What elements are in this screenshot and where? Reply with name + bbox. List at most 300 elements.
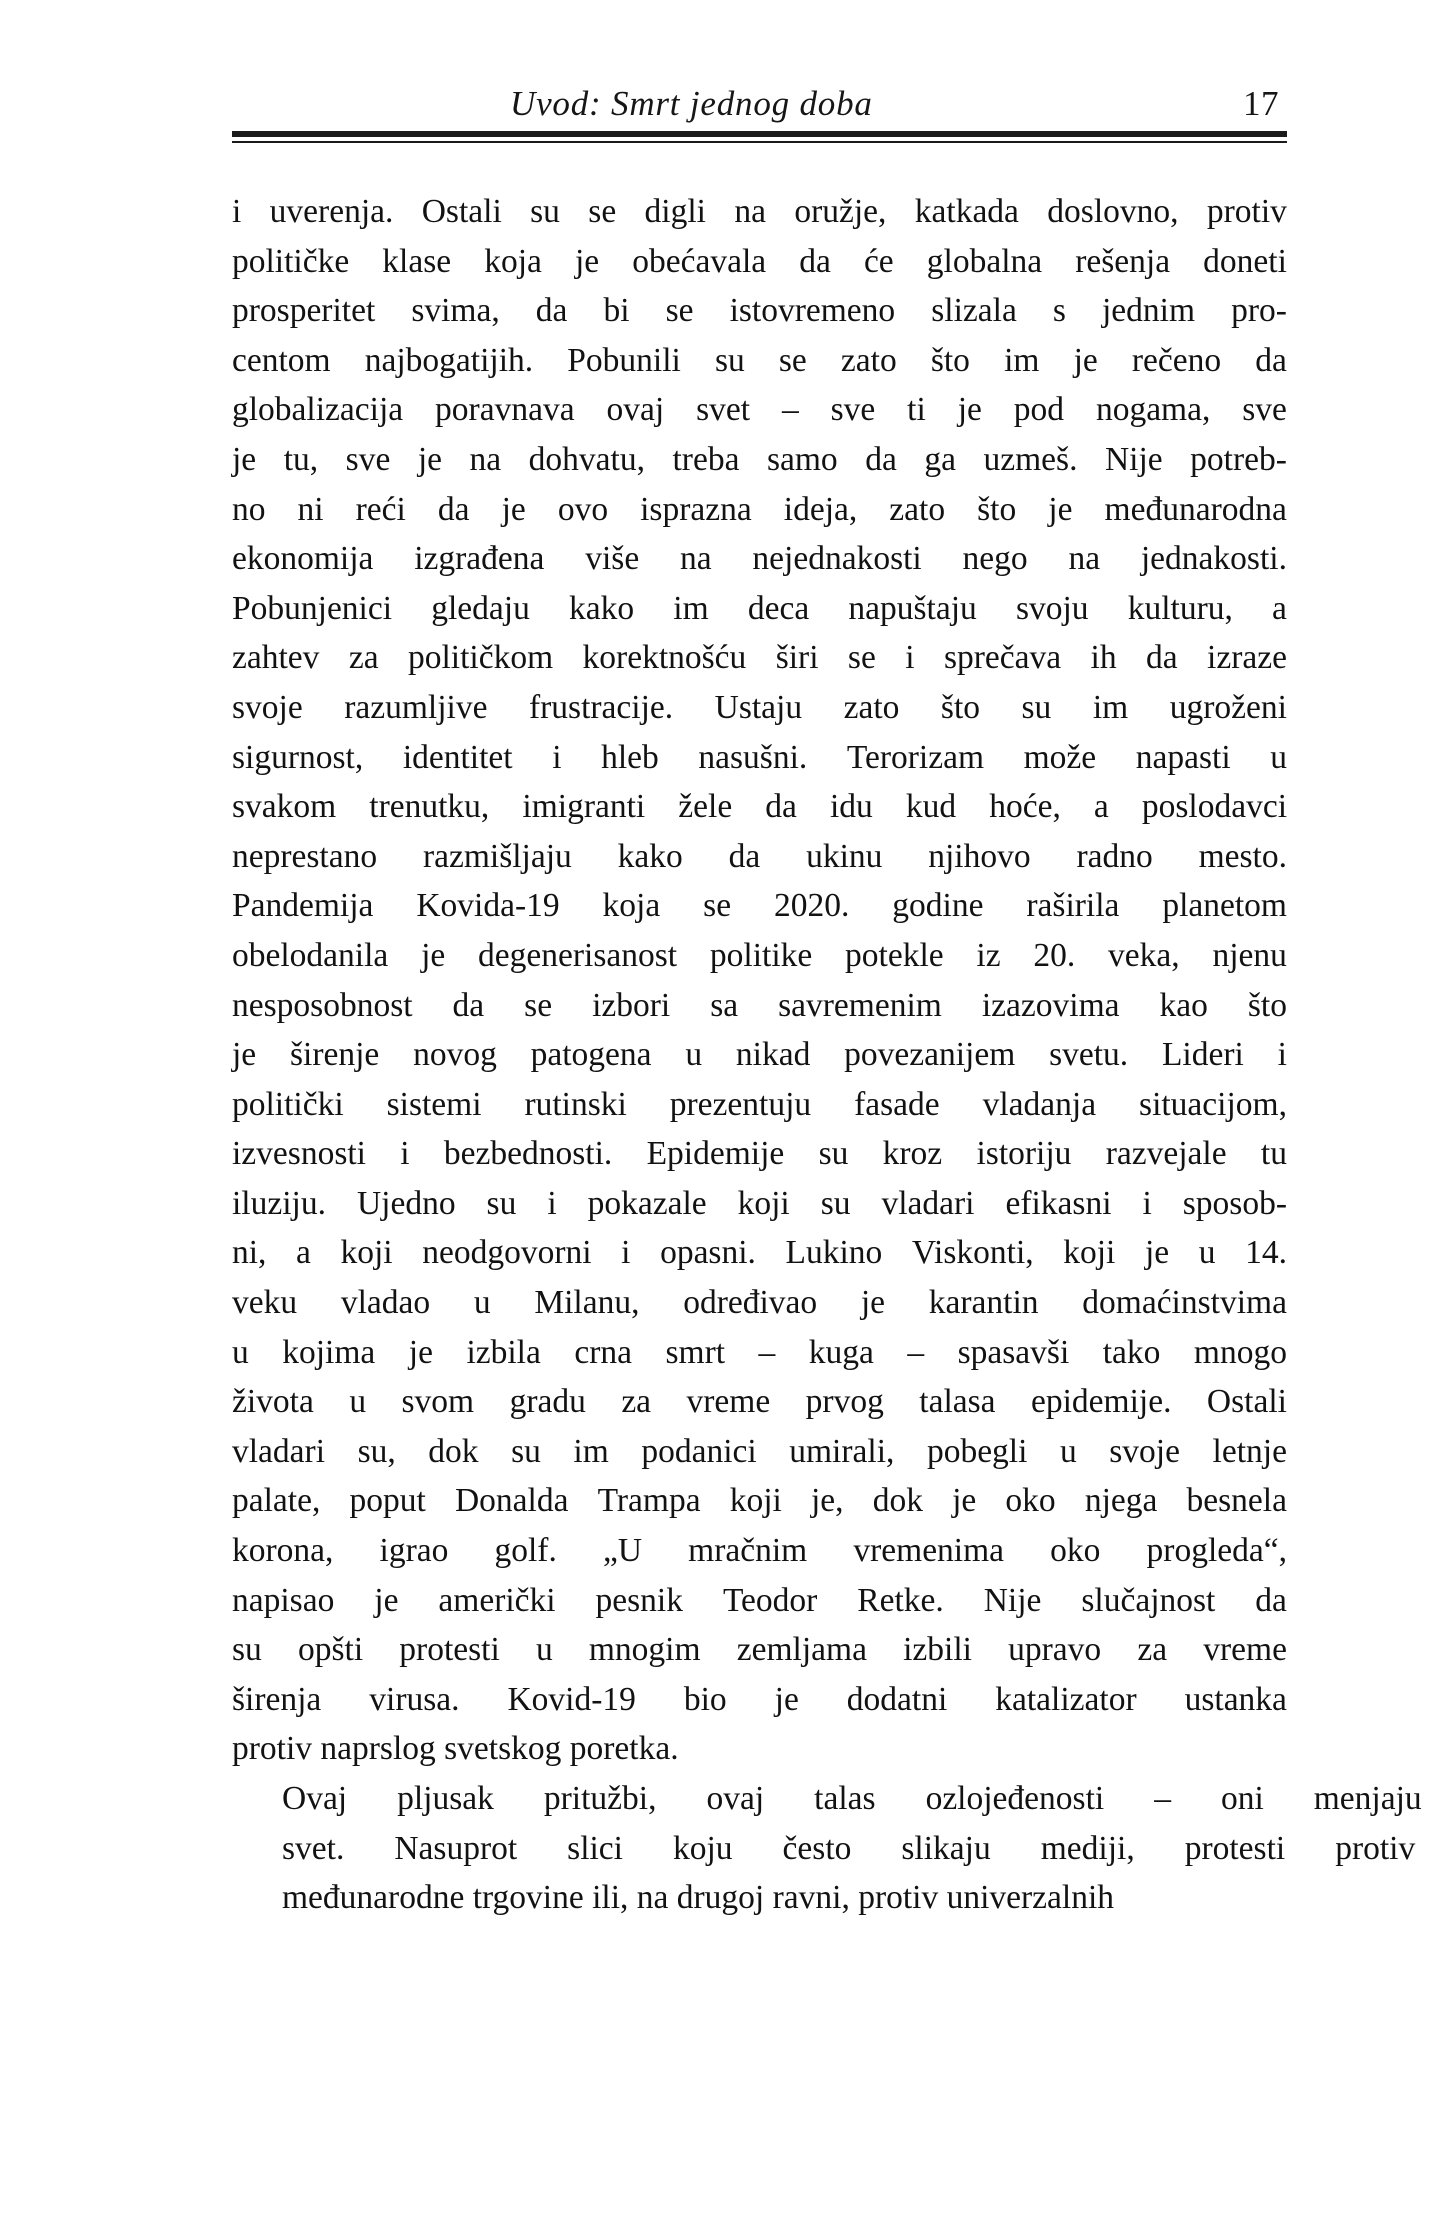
text-word: uzmeš. bbox=[983, 440, 1078, 478]
text-word: obelodanila bbox=[232, 936, 389, 974]
text-word: više bbox=[585, 540, 640, 578]
text-word: iluziju. bbox=[232, 1184, 326, 1222]
text-word: golf. bbox=[494, 1532, 557, 1570]
page-content-area bbox=[232, 0, 1422, 1923]
text-word: savremenim bbox=[778, 986, 942, 1024]
text-word: izbori bbox=[592, 986, 671, 1024]
text-word: su bbox=[486, 1184, 517, 1222]
text-word: nikad bbox=[735, 1036, 811, 1074]
text-word: – bbox=[907, 1333, 925, 1371]
text-line bbox=[232, 1080, 1287, 1130]
text-word: isprazna bbox=[640, 490, 752, 528]
text-word: situacijom, bbox=[1139, 1085, 1287, 1123]
text-word: Kovid-19 bbox=[507, 1680, 636, 1718]
text-word: iz bbox=[976, 936, 1001, 974]
text-word: njenu bbox=[1212, 936, 1287, 974]
text-word: kojima bbox=[282, 1333, 376, 1371]
text-word: korektnošću bbox=[582, 639, 747, 677]
text-word: se bbox=[524, 986, 553, 1024]
text-word: tu bbox=[1260, 1135, 1287, 1173]
text-word: na bbox=[734, 193, 766, 230]
text-word: katalizator bbox=[995, 1680, 1137, 1718]
text-word: na bbox=[679, 540, 712, 578]
text-line bbox=[232, 1675, 1287, 1725]
text-word: izbila bbox=[466, 1333, 541, 1371]
text-word: u bbox=[473, 1284, 491, 1322]
text-word: dok bbox=[872, 1482, 923, 1520]
text-word: širenja bbox=[232, 1680, 322, 1718]
text-word: širenje bbox=[289, 1036, 380, 1074]
text-word: su bbox=[232, 1631, 262, 1669]
text-word: dodatni bbox=[846, 1680, 948, 1718]
text-line bbox=[232, 633, 1287, 683]
text-word: gledaju bbox=[431, 589, 530, 627]
text-word: se bbox=[588, 193, 617, 230]
running-header bbox=[232, 0, 1287, 123]
text-word: prvog bbox=[805, 1383, 884, 1421]
text-word: žele bbox=[678, 788, 733, 826]
text-word: slici bbox=[567, 1829, 623, 1867]
text-word: je bbox=[408, 1333, 433, 1371]
text-word: pljusak bbox=[397, 1780, 494, 1817]
text-word: globalizacija bbox=[232, 391, 404, 429]
text-word: neprestano bbox=[232, 837, 378, 875]
text-word: godine bbox=[892, 887, 984, 925]
text-word: Ustaju bbox=[714, 688, 803, 726]
text-word: u bbox=[535, 1631, 553, 1669]
text-word: zato bbox=[889, 490, 946, 528]
text-word: je bbox=[374, 1581, 399, 1619]
text-line bbox=[232, 1576, 1287, 1626]
text-word: spasavši bbox=[957, 1333, 1070, 1371]
text-word: u bbox=[685, 1036, 703, 1074]
text-word: protesti bbox=[399, 1631, 500, 1669]
text-word: najbogatijih. bbox=[364, 341, 534, 379]
text-word: ni, bbox=[232, 1234, 267, 1272]
text-word: ovaj bbox=[706, 1780, 765, 1817]
text-word: ti bbox=[907, 391, 926, 429]
text-word: izbili bbox=[903, 1631, 972, 1669]
text-line bbox=[232, 435, 1287, 485]
text-word: neodgovorni bbox=[422, 1234, 592, 1272]
text-word: no bbox=[232, 490, 266, 528]
text-word: Pandemija bbox=[232, 887, 374, 925]
text-word: sprečava bbox=[943, 639, 1062, 677]
text-word: u bbox=[232, 1333, 249, 1371]
text-word: su bbox=[714, 341, 745, 379]
text-word: je bbox=[501, 490, 526, 528]
text-word: frustracije. bbox=[528, 688, 674, 726]
text-word: kako bbox=[617, 837, 683, 875]
text-line bbox=[232, 1824, 1416, 1874]
text-line bbox=[232, 881, 1287, 931]
text-word: napasti bbox=[1135, 738, 1231, 776]
text-word: tu, bbox=[283, 440, 319, 478]
text-word: slizala bbox=[931, 292, 1017, 330]
text-word: su bbox=[511, 1432, 541, 1470]
text-word: koja bbox=[602, 887, 661, 925]
text-word: povezanijem bbox=[844, 1036, 1016, 1074]
text-word: i bbox=[905, 639, 915, 677]
text-word: raširila bbox=[1026, 887, 1120, 925]
text-word: katkada bbox=[914, 193, 1019, 230]
text-word: virusa. bbox=[369, 1680, 460, 1718]
text-word: kao bbox=[1159, 986, 1208, 1024]
text-word: ozloјeđenosti bbox=[925, 1780, 1105, 1817]
text-word: su, bbox=[357, 1432, 396, 1470]
text-word: vladao bbox=[340, 1284, 431, 1322]
text-word: poslodavci bbox=[1141, 788, 1287, 826]
text-word: da bbox=[865, 440, 897, 478]
text-word: palate, bbox=[232, 1482, 321, 1520]
text-word: ni bbox=[297, 490, 324, 528]
text-word: da bbox=[452, 986, 485, 1024]
text-word: ga bbox=[924, 440, 956, 478]
text-word: je bbox=[417, 440, 443, 478]
text-word: politike bbox=[709, 936, 813, 974]
text-word: vreme bbox=[686, 1383, 771, 1421]
text-word: izraze bbox=[1207, 639, 1287, 677]
text-word: ukinu bbox=[806, 837, 883, 875]
text-word: im bbox=[1004, 341, 1040, 379]
text-word: je, bbox=[811, 1482, 844, 1520]
text-word: su bbox=[530, 193, 560, 230]
text-word: Ujedno bbox=[356, 1184, 456, 1222]
text-word: razmišljaju bbox=[422, 837, 572, 875]
text-word: sve bbox=[1242, 391, 1287, 429]
text-word: domaćinstvima bbox=[1082, 1284, 1287, 1322]
text-word: svakom bbox=[232, 788, 337, 826]
text-word: im bbox=[573, 1432, 609, 1470]
text-word: da bbox=[799, 242, 831, 280]
text-line bbox=[232, 187, 1287, 237]
text-word: koji bbox=[340, 1234, 393, 1272]
text-word: zahtev bbox=[232, 639, 320, 677]
text-word: svet bbox=[696, 391, 751, 429]
text-word: određivao bbox=[683, 1284, 818, 1322]
text-word: pesnik bbox=[595, 1581, 683, 1619]
text-line bbox=[232, 286, 1287, 336]
text-word: su bbox=[818, 1135, 849, 1173]
text-line bbox=[232, 733, 1287, 783]
text-word: razvejale bbox=[1105, 1135, 1227, 1173]
text-word: deca bbox=[747, 589, 810, 627]
text-word: vreme bbox=[1203, 1631, 1287, 1669]
text-word: poput bbox=[349, 1482, 426, 1520]
text-word: novog bbox=[413, 1036, 497, 1074]
text-word: Ostali bbox=[421, 193, 502, 230]
text-word: kud bbox=[905, 788, 957, 826]
text-word: ih bbox=[1090, 639, 1117, 677]
text-word: Pobunili bbox=[567, 341, 681, 379]
text-word: što bbox=[940, 688, 981, 726]
text-word: da bbox=[1146, 639, 1178, 677]
text-word: izgrađena bbox=[414, 540, 545, 578]
text-word: širi bbox=[775, 639, 819, 677]
text-word: zemljama bbox=[736, 1631, 867, 1669]
text-word: hleb bbox=[601, 738, 659, 776]
text-line bbox=[232, 1328, 1287, 1378]
text-line bbox=[232, 782, 1287, 832]
text-word: rutinski bbox=[524, 1085, 627, 1123]
text-word: je bbox=[952, 1482, 977, 1520]
text-word: što bbox=[1247, 986, 1287, 1024]
text-line bbox=[232, 1030, 1287, 1080]
text-word: i bbox=[1142, 1184, 1152, 1222]
text-word: digli bbox=[644, 193, 706, 230]
text-word: izazovima bbox=[981, 986, 1120, 1024]
text-word: je bbox=[232, 1036, 257, 1074]
text-word: zato bbox=[840, 341, 897, 379]
page-number: 17 bbox=[1243, 84, 1279, 123]
text-word: doneti bbox=[1203, 242, 1287, 280]
text-word: oko bbox=[1005, 1482, 1056, 1520]
text-word: da bbox=[1255, 341, 1287, 379]
text-word: slučajnost bbox=[1081, 1581, 1216, 1619]
text-word: – bbox=[781, 391, 799, 429]
text-word: za bbox=[1137, 1631, 1168, 1669]
text-word: njihovo bbox=[928, 837, 1031, 875]
text-word: igrao bbox=[379, 1532, 449, 1570]
text-word: oružje, bbox=[794, 193, 887, 230]
text-line bbox=[232, 1724, 1287, 1774]
text-word: kako bbox=[569, 589, 635, 627]
text-word: rešenja bbox=[1075, 242, 1171, 280]
text-word: degenerisanost bbox=[478, 936, 678, 974]
text-word: Kovida-19 bbox=[416, 887, 560, 925]
text-word: kuga bbox=[808, 1333, 874, 1371]
text-word: koja bbox=[484, 242, 542, 280]
text-word: talas bbox=[814, 1780, 876, 1817]
text-word: Ostali bbox=[1206, 1383, 1287, 1421]
text-line bbox=[232, 1179, 1287, 1229]
text-word: smrt bbox=[665, 1333, 726, 1371]
text-word: je bbox=[232, 440, 257, 478]
text-word: globalna bbox=[926, 242, 1043, 280]
text-word: napuštaju bbox=[848, 589, 977, 627]
text-word: svima, bbox=[411, 292, 500, 330]
text-word: talasa bbox=[919, 1383, 996, 1421]
text-word: jednakosti. bbox=[1140, 540, 1287, 578]
text-word: je bbox=[774, 1680, 799, 1718]
text-word: a bbox=[296, 1234, 311, 1272]
text-word: dohvatu, bbox=[528, 440, 645, 478]
text-line bbox=[232, 981, 1287, 1031]
text-word: a bbox=[1093, 788, 1109, 826]
text-word: sve bbox=[830, 391, 876, 429]
text-line bbox=[232, 683, 1287, 733]
text-word: svoje bbox=[1109, 1432, 1180, 1470]
text-word: Nije bbox=[1104, 440, 1163, 478]
text-word: američki bbox=[438, 1581, 556, 1619]
text-word: koju bbox=[672, 1829, 733, 1867]
text-word: centom bbox=[232, 341, 331, 379]
text-word: kroz bbox=[882, 1135, 943, 1173]
text-word: u bbox=[349, 1383, 367, 1421]
text-word: istovremeno bbox=[729, 292, 896, 330]
text-word: napisao bbox=[232, 1581, 335, 1619]
text-word: na bbox=[469, 440, 502, 478]
text-word: Trampa bbox=[597, 1482, 701, 1520]
text-word: fasade bbox=[854, 1085, 940, 1123]
text-word: bezbednosti. bbox=[443, 1135, 613, 1173]
text-word: Epidemije bbox=[646, 1135, 785, 1173]
text-word: nejednakosti bbox=[752, 540, 922, 578]
text-word: je bbox=[574, 242, 600, 280]
text-word: im bbox=[673, 589, 709, 627]
text-line bbox=[232, 1278, 1287, 1328]
text-word: je bbox=[421, 936, 446, 974]
text-word: trenutku, bbox=[369, 788, 490, 826]
text-word: je bbox=[957, 391, 982, 429]
text-word: zato bbox=[843, 688, 900, 726]
text-word: letnje bbox=[1212, 1432, 1287, 1470]
text-word: istoriju bbox=[976, 1135, 1072, 1173]
text-word: u bbox=[1059, 1432, 1077, 1470]
text-word: mnogim bbox=[588, 1631, 701, 1669]
text-word: međunarodna bbox=[1104, 490, 1287, 528]
body-text bbox=[232, 187, 1422, 1923]
text-word: Milanu, bbox=[534, 1284, 640, 1322]
text-word: ekonomija bbox=[232, 540, 374, 578]
text-word: i bbox=[621, 1234, 631, 1272]
text-word: njega bbox=[1084, 1482, 1158, 1520]
text-line bbox=[232, 1427, 1287, 1477]
text-word: karantin bbox=[928, 1284, 1039, 1322]
text-word: poravnava bbox=[435, 391, 575, 429]
text-word: mračnim bbox=[688, 1532, 808, 1570]
text-word: vladanja bbox=[982, 1085, 1097, 1123]
text-word: na bbox=[1068, 540, 1101, 578]
text-word: će bbox=[863, 242, 894, 280]
text-word: može bbox=[1023, 738, 1097, 776]
text-word: pro- bbox=[1231, 292, 1287, 330]
text-word: a bbox=[1272, 589, 1287, 627]
text-word: i bbox=[232, 193, 242, 230]
text-line bbox=[232, 385, 1287, 435]
text-word: razumljive bbox=[344, 688, 488, 726]
text-word: obećavala bbox=[632, 242, 767, 280]
text-word: svoju bbox=[1015, 589, 1089, 627]
text-word: Donalda bbox=[454, 1482, 569, 1520]
running-head-title: Uvod: Smrt jednog doba bbox=[510, 84, 873, 123]
text-word-run: protiv naprslog svetskog poretka. bbox=[232, 1730, 679, 1768]
text-word: samo bbox=[766, 440, 838, 478]
text-word: politički bbox=[232, 1085, 344, 1123]
text-word: i bbox=[1277, 1036, 1287, 1074]
text-word: rečeno bbox=[1131, 341, 1222, 379]
text-word: dok bbox=[428, 1432, 479, 1470]
text-word: Retke. bbox=[857, 1581, 944, 1619]
text-word: koji bbox=[729, 1482, 782, 1520]
text-word: „U bbox=[602, 1532, 643, 1570]
text-word: vladari bbox=[881, 1184, 975, 1222]
text-word: korona, bbox=[232, 1532, 334, 1570]
text-line bbox=[232, 832, 1287, 882]
text-line bbox=[232, 534, 1287, 584]
text-line bbox=[232, 931, 1287, 981]
text-word: su bbox=[820, 1184, 851, 1222]
text-word: bio bbox=[683, 1680, 727, 1718]
text-word: prezentuju bbox=[669, 1085, 812, 1123]
text-word: patogena bbox=[530, 1036, 652, 1074]
text-word: Lukino bbox=[785, 1234, 883, 1272]
text-word: ovo bbox=[557, 490, 609, 528]
text-line bbox=[232, 1476, 1287, 1526]
text-word: besnela bbox=[1186, 1482, 1287, 1520]
text-word: se bbox=[703, 887, 732, 925]
text-word: – bbox=[758, 1333, 776, 1371]
text-word: vladari bbox=[232, 1432, 326, 1470]
text-word: planetom bbox=[1162, 887, 1287, 925]
text-word: što bbox=[930, 341, 970, 379]
text-word: za bbox=[348, 639, 379, 677]
text-word: Viskonti, bbox=[911, 1234, 1034, 1272]
text-word: oko bbox=[1050, 1532, 1101, 1570]
text-word: ugroženi bbox=[1169, 688, 1287, 726]
text-line bbox=[232, 336, 1287, 386]
text-word: identitet bbox=[402, 738, 513, 776]
text-word: da bbox=[765, 788, 797, 826]
text-word: podanici bbox=[641, 1432, 757, 1470]
text-word: izvesnosti bbox=[232, 1135, 366, 1173]
text-word: da bbox=[437, 490, 470, 528]
text-word: protesti bbox=[1184, 1829, 1286, 1867]
text-word: uverenja. bbox=[269, 193, 394, 230]
text-word: mesto. bbox=[1198, 837, 1287, 875]
text-word: kulturu, bbox=[1127, 589, 1233, 627]
text-word: umirali, bbox=[789, 1432, 895, 1470]
text-word: pritužbi, bbox=[543, 1780, 657, 1817]
text-word: Ovaj bbox=[282, 1780, 348, 1817]
text-word: oni bbox=[1220, 1780, 1264, 1817]
text-line bbox=[232, 485, 1287, 535]
text-word: je bbox=[1073, 341, 1098, 379]
text-word: crna bbox=[574, 1333, 632, 1371]
text-word: epidemije. bbox=[1031, 1383, 1172, 1421]
text-word: mediji, bbox=[1040, 1829, 1135, 1867]
text-word: klase bbox=[382, 242, 452, 280]
text-word: sistemi bbox=[386, 1085, 482, 1123]
text-word: da bbox=[728, 837, 761, 875]
text-word: života bbox=[232, 1383, 314, 1421]
text-word: radno bbox=[1076, 837, 1153, 875]
text-word: često bbox=[782, 1829, 852, 1867]
text-word: reći bbox=[355, 490, 406, 528]
text-word: da bbox=[1255, 1581, 1287, 1619]
text-word: pobegli bbox=[926, 1432, 1028, 1470]
text-word: treba bbox=[672, 440, 740, 478]
text-line bbox=[232, 1228, 1287, 1278]
text-word: vremenima bbox=[853, 1532, 1005, 1570]
text-word: idu bbox=[829, 788, 873, 826]
text-word: političkom bbox=[407, 639, 554, 677]
paragraph bbox=[232, 187, 1287, 1774]
text-word: u bbox=[1198, 1234, 1216, 1272]
text-word: pod bbox=[1013, 391, 1065, 429]
text-word: i bbox=[547, 1184, 557, 1222]
text-word: menjaju bbox=[1313, 1780, 1422, 1817]
text-word: se bbox=[778, 341, 807, 379]
text-word: Teodor bbox=[722, 1581, 818, 1619]
text-word: potreb- bbox=[1190, 440, 1287, 478]
text-word: političke bbox=[232, 242, 350, 280]
text-word: svet. bbox=[282, 1829, 345, 1867]
text-word: što bbox=[977, 490, 1017, 528]
text-word: bi bbox=[603, 292, 630, 330]
text-word: im bbox=[1092, 688, 1129, 726]
text-word: i bbox=[552, 738, 562, 776]
